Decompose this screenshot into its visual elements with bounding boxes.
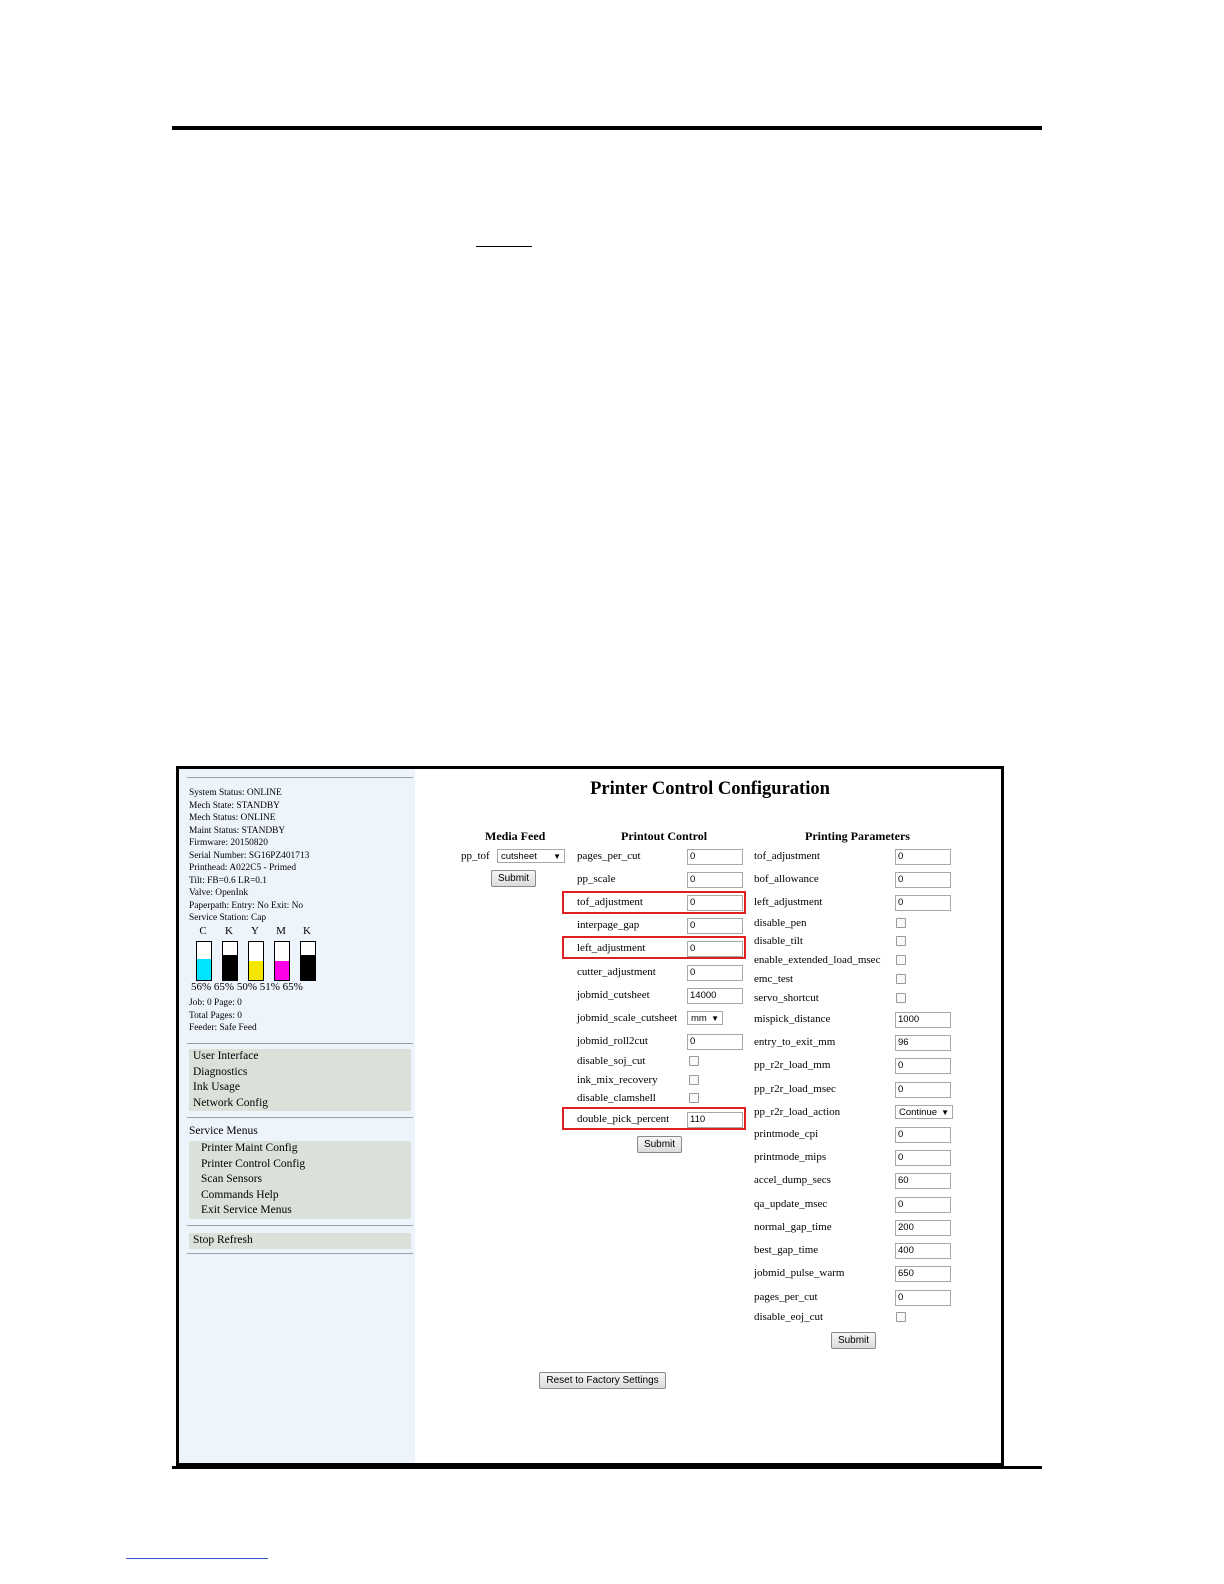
field-label-disable-clamshell: disable_clamshell bbox=[577, 1092, 656, 1104]
menu-item-commands-help[interactable]: Commands Help bbox=[201, 1188, 279, 1201]
field-label-pages-per-cut: pages_per_cut bbox=[754, 1291, 818, 1303]
field-label-left-adjustment: left_adjustment bbox=[577, 942, 646, 954]
input-interpage-gap[interactable]: 0 bbox=[687, 918, 743, 934]
input-printmode-cpi[interactable]: 0 bbox=[895, 1127, 951, 1143]
screenshot-frame bbox=[176, 766, 1004, 1466]
footer-link-underline bbox=[126, 1558, 268, 1559]
service-menu bbox=[189, 1141, 411, 1219]
menu-item-printer-maint-config[interactable]: Printer Maint Config bbox=[201, 1142, 298, 1154]
ink-column-c bbox=[193, 925, 213, 937]
ink-bar bbox=[274, 941, 290, 981]
input-qa-update-msec[interactable]: 0 bbox=[895, 1197, 951, 1213]
checkbox-disable-eoj-cut[interactable] bbox=[896, 1312, 906, 1322]
input-accel-dump-secs[interactable]: 60 bbox=[895, 1173, 951, 1189]
field-label-pages-per-cut: pages_per_cut bbox=[577, 850, 641, 862]
input-tof-adjustment[interactable]: 0 bbox=[895, 849, 951, 865]
sidebar-divider bbox=[187, 777, 413, 778]
ink-bar bbox=[300, 941, 316, 981]
menu-item-scan-sensors[interactable]: Scan Sensors bbox=[201, 1173, 263, 1185]
input-pages-per-cut[interactable]: 0 bbox=[687, 849, 743, 865]
ink-label: K bbox=[225, 925, 233, 937]
field-label-entry-to-exit-mm: entry_to_exit_mm bbox=[754, 1036, 836, 1048]
checkbox-disable-pen[interactable] bbox=[896, 918, 906, 928]
checkbox-servo-shortcut[interactable] bbox=[896, 993, 906, 1003]
input-jobmid-cutsheet[interactable]: 14000 bbox=[687, 988, 743, 1004]
ink-fill bbox=[275, 961, 289, 980]
field-label-bof-allowance: bof_allowance bbox=[754, 873, 819, 885]
field-label-disable-pen: disable_pen bbox=[754, 917, 807, 929]
field-label-pp-scale: pp_scale bbox=[577, 873, 616, 885]
status-line: Serial Number: SG16PZ401713 bbox=[189, 850, 310, 861]
total-pages-line: Total Pages: 0 bbox=[189, 1010, 242, 1021]
input-left-adjustment[interactable]: 0 bbox=[895, 895, 951, 911]
sidebar bbox=[179, 769, 415, 1463]
ink-percentages: 56% 65% 50% 51% 65% bbox=[191, 981, 303, 993]
field-label-jobmid-pulse-warm: jobmid_pulse_warm bbox=[754, 1267, 845, 1279]
input-double-pick-percent[interactable]: 110 bbox=[687, 1112, 743, 1128]
pp-r2r-load-action-select[interactable] bbox=[895, 1105, 953, 1119]
ink-column-m bbox=[271, 925, 291, 937]
page-top-rule bbox=[172, 126, 1042, 130]
ink-column-k2 bbox=[297, 925, 317, 937]
printout-submit-button[interactable]: Submit bbox=[637, 1136, 682, 1153]
sidebar-divider bbox=[187, 1225, 413, 1226]
status-line: System Status: ONLINE bbox=[189, 788, 282, 798]
field-label-printmode-cpi: printmode_cpi bbox=[754, 1128, 819, 1140]
ink-label: C bbox=[199, 925, 207, 937]
status-panel bbox=[189, 787, 309, 925]
menu-item-printer-control-config[interactable]: Printer Control Config bbox=[201, 1157, 306, 1170]
field-label-accel-dump-secs: accel_dump_secs bbox=[754, 1174, 831, 1186]
field-label-disable-soj-cut: disable_soj_cut bbox=[577, 1055, 646, 1067]
checkbox-disable-tilt[interactable] bbox=[896, 936, 906, 946]
highlight-left-adjustment bbox=[562, 936, 746, 959]
ink-bar bbox=[222, 941, 238, 981]
media-feed-heading: Media Feed bbox=[485, 829, 546, 843]
input-jobmid-pulse-warm[interactable]: 650 bbox=[895, 1266, 951, 1282]
ink-fill bbox=[249, 961, 263, 980]
input-pp-r2r-load-mm[interactable]: 0 bbox=[895, 1058, 951, 1074]
field-label-left-adjustment: left_adjustment bbox=[754, 896, 823, 908]
menu-item-ink-usage[interactable]: Ink Usage bbox=[193, 1081, 240, 1093]
input-pp-scale[interactable]: 0 bbox=[687, 872, 743, 888]
status-line: Firmware: 20150820 bbox=[189, 838, 268, 848]
checkbox-disable-soj-cut[interactable] bbox=[689, 1056, 699, 1066]
field-label-servo-shortcut: servo_shortcut bbox=[754, 992, 819, 1004]
field-label-double-pick-percent: double_pick_percent bbox=[577, 1113, 670, 1125]
field-label-mispick-distance: mispick_distance bbox=[754, 1013, 831, 1025]
input-mispick-distance[interactable]: 1000 bbox=[895, 1012, 951, 1028]
field-label-pp-r2r-load-action: pp_r2r_load_action bbox=[754, 1106, 841, 1118]
checkbox-disable-clamshell[interactable] bbox=[689, 1093, 699, 1103]
job-line: Job: 0 Page: 0 bbox=[189, 998, 242, 1008]
sidebar-divider bbox=[187, 1043, 413, 1044]
input-printmode-mips[interactable]: 0 bbox=[895, 1150, 951, 1166]
input-pp-r2r-load-msec[interactable]: 0 bbox=[895, 1082, 951, 1098]
status-line: Tilt: FB=0.6 LR=0.1 bbox=[189, 875, 267, 886]
ink-bar bbox=[248, 941, 264, 981]
input-bof-allowance[interactable]: 0 bbox=[895, 872, 951, 888]
media-feed-submit-button[interactable]: Submit bbox=[491, 870, 536, 887]
menu-item-network-config[interactable]: Network Config bbox=[193, 1096, 269, 1109]
field-label-normal-gap-time: normal_gap_time bbox=[754, 1221, 832, 1233]
feeder-line: Feeder: Safe Feed bbox=[189, 1023, 257, 1033]
input-cutter-adjustment[interactable]: 0 bbox=[687, 965, 743, 981]
highlight-tof-adjustment bbox=[562, 891, 746, 914]
checkbox-enable-extended-load-msec[interactable] bbox=[896, 955, 906, 965]
sidebar-divider bbox=[187, 1117, 413, 1118]
ink-fill bbox=[197, 959, 211, 980]
field-label-tof-adjustment: tof_adjustment bbox=[754, 850, 820, 862]
menu-item-diagnostics[interactable]: Diagnostics bbox=[193, 1065, 248, 1078]
ink-bar bbox=[196, 941, 212, 981]
field-label-pp-r2r-load-msec: pp_r2r_load_msec bbox=[754, 1083, 836, 1095]
input-pages-per-cut[interactable]: 0 bbox=[895, 1290, 951, 1306]
field-label-emc-test: emc_test bbox=[754, 973, 794, 985]
status-line: Mech State: STANDBY bbox=[189, 800, 280, 811]
stop-refresh-link[interactable]: Stop Refresh bbox=[193, 1234, 253, 1246]
page-bottom-rule bbox=[172, 1466, 1042, 1469]
ink-label: Y bbox=[251, 925, 259, 937]
field-label-best-gap-time: best_gap_time bbox=[754, 1244, 819, 1256]
service-menus-label: Service Menus bbox=[189, 1125, 258, 1137]
field-label-qa-update-msec: qa_update_msec bbox=[754, 1198, 828, 1210]
status-line: Mech Status: ONLINE bbox=[189, 813, 276, 823]
ink-column-y bbox=[245, 925, 265, 937]
input-left-adjustment[interactable]: 0 bbox=[687, 941, 743, 957]
underline-mark bbox=[476, 246, 532, 247]
pp-tof-value: cutsheet bbox=[501, 851, 537, 862]
job-info bbox=[189, 997, 257, 1035]
select-value: Continue bbox=[899, 1107, 938, 1118]
main-content bbox=[415, 769, 1001, 1463]
input-tof-adjustment[interactable]: 0 bbox=[687, 895, 743, 911]
field-label-cutter-adjustment: cutter_adjustment bbox=[577, 966, 656, 978]
status-line: Paperpath: Entry: No Exit: No bbox=[189, 900, 304, 911]
pp-tof-label: pp_tof bbox=[461, 850, 490, 862]
field-label-pp-r2r-load-mm: pp_r2r_load_mm bbox=[754, 1059, 831, 1071]
jobmid-scale-cutsheet-select[interactable] bbox=[687, 1011, 723, 1025]
field-label-printmode-mips: printmode_mips bbox=[754, 1151, 827, 1163]
menu-item-user-interface[interactable]: User Interface bbox=[193, 1050, 259, 1062]
dropdown-arrow-icon: ▼ bbox=[553, 852, 561, 861]
ink-label: M bbox=[276, 925, 286, 937]
input-jobmid-roll2cut[interactable]: 0 bbox=[687, 1034, 743, 1050]
reset-factory-settings-button[interactable]: Reset to Factory Settings bbox=[539, 1372, 666, 1389]
field-label-jobmid-cutsheet: jobmid_cutsheet bbox=[577, 989, 650, 1001]
input-entry-to-exit-mm[interactable]: 96 bbox=[895, 1035, 951, 1051]
input-best-gap-time[interactable]: 400 bbox=[895, 1243, 951, 1259]
status-line: Valve: OpenInk bbox=[189, 888, 249, 898]
checkbox-ink-mix-recovery[interactable] bbox=[689, 1075, 699, 1085]
field-label-tof-adjustment: tof_adjustment bbox=[577, 896, 643, 908]
ink-fill bbox=[301, 955, 315, 980]
field-label-disable-eoj-cut: disable_eoj_cut bbox=[754, 1311, 824, 1323]
input-normal-gap-time[interactable]: 200 bbox=[895, 1220, 951, 1236]
ink-label: K bbox=[303, 925, 311, 937]
printing-parameters-heading: Printing Parameters bbox=[805, 829, 910, 843]
dropdown-arrow-icon: ▼ bbox=[711, 1014, 719, 1023]
ink-column-k bbox=[219, 925, 239, 937]
status-line: Maint Status: STANDBY bbox=[189, 825, 286, 836]
select-value: mm bbox=[691, 1013, 707, 1024]
status-line: Service Station: Cap bbox=[189, 913, 267, 923]
refresh-menu bbox=[189, 1233, 411, 1249]
printout-control-heading: Printout Control bbox=[621, 829, 708, 843]
main-menu bbox=[189, 1049, 411, 1111]
field-label-enable-extended-load-msec: enable_extended_load_msec bbox=[754, 954, 881, 966]
checkbox-emc-test[interactable] bbox=[896, 974, 906, 984]
page-title: Printer Control Configuration bbox=[590, 779, 830, 799]
field-label-jobmid-roll2cut: jobmid_roll2cut bbox=[577, 1035, 648, 1047]
status-line: Printhead: A022C5 - Primed bbox=[189, 863, 297, 873]
ink-fill bbox=[223, 955, 237, 980]
field-label-interpage-gap: interpage_gap bbox=[577, 919, 640, 931]
pp-tof-select[interactable] bbox=[497, 849, 565, 863]
menu-item-exit-service-menus[interactable]: Exit Service Menus bbox=[201, 1204, 292, 1216]
dropdown-arrow-icon: ▼ bbox=[941, 1108, 949, 1117]
params-submit-button[interactable]: Submit bbox=[831, 1332, 876, 1349]
sidebar-divider bbox=[187, 1253, 413, 1254]
field-label-jobmid-scale-cutsheet: jobmid_scale_cutsheet bbox=[577, 1012, 678, 1024]
field-label-ink-mix-recovery: ink_mix_recovery bbox=[577, 1074, 658, 1086]
highlight-double-pick-percent bbox=[562, 1107, 746, 1130]
field-label-disable-tilt: disable_tilt bbox=[754, 935, 803, 947]
